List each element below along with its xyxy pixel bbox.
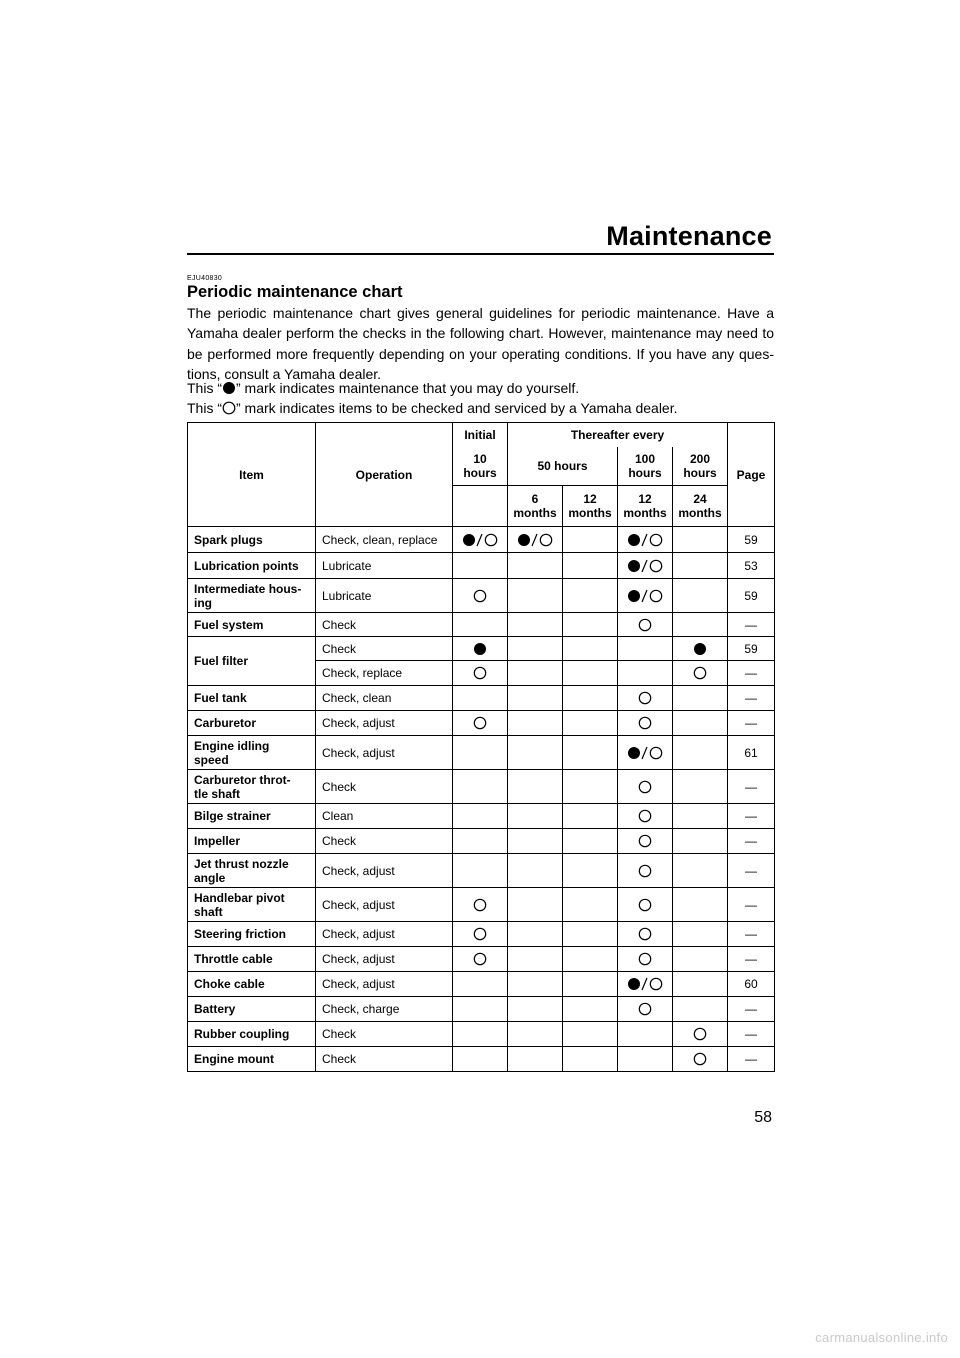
self-or-dealer-mark-icon — [517, 532, 553, 548]
page-number: 58 — [754, 1109, 772, 1126]
operation-cell: Check — [316, 613, 453, 637]
interval-cell — [508, 527, 563, 553]
dealer-service-mark-icon — [473, 951, 487, 967]
interval-cell — [453, 637, 508, 661]
item-cell: Lubrication points — [188, 553, 316, 579]
interval-cell — [563, 829, 618, 854]
dealer-service-mark-icon — [638, 1001, 652, 1017]
table-row — [188, 947, 775, 972]
interval-cell — [673, 736, 728, 770]
interval-cell — [508, 888, 563, 922]
interval-cell — [453, 972, 508, 997]
page-ref-cell: — — [728, 804, 775, 829]
self-or-dealer-mark-icon — [627, 976, 663, 992]
interval-cell — [453, 922, 508, 947]
item-cell: Handlebar pivot shaft — [188, 888, 316, 922]
interval-cell — [563, 922, 618, 947]
interval-cell — [673, 553, 728, 579]
dealer-service-mark-icon — [638, 926, 652, 942]
table-row — [188, 1022, 775, 1047]
interval-cell — [563, 613, 618, 637]
operation-cell: Check, adjust — [316, 888, 453, 922]
interval-cell — [563, 637, 618, 661]
interval-cell — [618, 888, 673, 922]
interval-cell — [673, 686, 728, 711]
table-row — [188, 527, 775, 553]
interval-cell — [508, 711, 563, 736]
interval-cell — [508, 579, 563, 613]
page-ref-cell: — — [728, 947, 775, 972]
item-cell: Spark plugs — [188, 527, 316, 553]
interval-cell — [508, 947, 563, 972]
interval-cell — [618, 711, 673, 736]
operation-cell: Check, adjust — [316, 922, 453, 947]
interval-cell — [453, 686, 508, 711]
self-or-dealer-mark-icon — [627, 745, 663, 761]
interval-cell — [563, 711, 618, 736]
dealer-service-mark-icon — [638, 833, 652, 849]
operation-cell: Check, charge — [316, 997, 453, 1022]
interval-cell — [453, 661, 508, 686]
interval-cell — [453, 997, 508, 1022]
interval-cell — [453, 711, 508, 736]
dealer-service-mark-icon — [638, 690, 652, 706]
interval-cell — [673, 579, 728, 613]
page-ref-cell: — — [728, 613, 775, 637]
dealer-service-mark-icon — [473, 897, 487, 913]
interval-cell — [453, 888, 508, 922]
header-6-months: 6 months — [508, 486, 563, 527]
page-ref-cell: — — [728, 1022, 775, 1047]
page-ref-cell: — — [728, 854, 775, 888]
interval-cell — [618, 829, 673, 854]
interval-cell — [508, 1047, 563, 1072]
interval-cell — [563, 661, 618, 686]
interval-cell — [618, 854, 673, 888]
item-cell: Impeller — [188, 829, 316, 854]
dealer-service-mark-icon — [473, 588, 487, 604]
interval-cell — [508, 972, 563, 997]
interval-cell — [563, 553, 618, 579]
interval-cell — [618, 553, 673, 579]
interval-cell — [618, 579, 673, 613]
interval-cell — [563, 527, 618, 553]
header-initial: Initial — [453, 423, 508, 447]
interval-cell — [673, 972, 728, 997]
page-ref-cell: 59 — [728, 637, 775, 661]
interval-cell — [618, 527, 673, 553]
page-ref-cell: — — [728, 1047, 775, 1072]
table-row — [188, 1047, 775, 1072]
operation-cell: Check, adjust — [316, 972, 453, 997]
table-row — [188, 770, 775, 804]
interval-cell — [618, 770, 673, 804]
header-10-hours: 10 hours — [453, 447, 508, 486]
interval-cell — [618, 637, 673, 661]
interval-cell — [618, 804, 673, 829]
interval-cell — [673, 829, 728, 854]
page-ref-cell: 53 — [728, 553, 775, 579]
header-200-hours: 200 hours — [673, 447, 728, 486]
operation-cell: Check, clean — [316, 686, 453, 711]
interval-cell — [618, 613, 673, 637]
table-row — [188, 736, 775, 770]
operation-cell: Check — [316, 637, 453, 661]
section-title: Periodic maintenance chart — [187, 283, 403, 301]
interval-cell — [673, 770, 728, 804]
interval-cell — [563, 854, 618, 888]
interval-cell — [453, 613, 508, 637]
page-ref-cell: — — [728, 711, 775, 736]
item-cell: Throttle cable — [188, 947, 316, 972]
item-cell: Fuel tank — [188, 686, 316, 711]
item-cell: Fuel filter — [188, 637, 316, 686]
operation-cell: Check — [316, 829, 453, 854]
interval-cell — [563, 736, 618, 770]
hollow-circle-icon — [222, 401, 236, 415]
interval-cell — [563, 997, 618, 1022]
header-12-months-2: 12 months — [618, 486, 673, 527]
item-cell: Choke cable — [188, 972, 316, 997]
header-rule — [187, 253, 774, 255]
operation-cell: Check, clean, replace — [316, 527, 453, 553]
dealer-service-mark-icon — [638, 715, 652, 731]
table-row — [188, 804, 775, 829]
item-cell: Carburetor — [188, 711, 316, 736]
item-cell: Engine mount — [188, 1047, 316, 1072]
operation-cell: Check, adjust — [316, 736, 453, 770]
table-row — [188, 888, 775, 922]
header-24-months: 24 months — [673, 486, 728, 527]
interval-cell — [563, 686, 618, 711]
item-cell: Bilge strainer — [188, 804, 316, 829]
interval-cell — [508, 637, 563, 661]
filled-circle-icon — [222, 381, 236, 395]
dealer-service-mark-icon — [693, 665, 707, 681]
operation-cell: Check — [316, 770, 453, 804]
interval-cell — [453, 527, 508, 553]
dealer-service-mark-icon — [638, 617, 652, 633]
operation-cell: Check, replace — [316, 661, 453, 686]
interval-cell — [673, 804, 728, 829]
legend-self-maintenance: This “ ” mark indicates maintenance that you may do yourself. — [187, 380, 580, 396]
dealer-service-mark-icon — [638, 897, 652, 913]
page-ref-cell: 59 — [728, 527, 775, 553]
interval-cell — [508, 736, 563, 770]
interval-cell — [673, 1047, 728, 1072]
interval-cell — [453, 829, 508, 854]
self-or-dealer-mark-icon — [627, 588, 663, 604]
watermark: carmanualsonline.info — [815, 1330, 948, 1345]
item-cell: Intermediate hous- ing — [188, 579, 316, 613]
header-operation: Operation — [316, 423, 453, 527]
interval-cell — [673, 711, 728, 736]
item-cell: Fuel system — [188, 613, 316, 637]
interval-cell — [508, 661, 563, 686]
section-code: EJU40830 — [187, 275, 223, 282]
interval-cell — [673, 613, 728, 637]
self-maintenance-mark-icon — [473, 641, 487, 657]
table-row — [188, 972, 775, 997]
interval-cell — [563, 888, 618, 922]
page-ref-cell: — — [728, 770, 775, 804]
operation-cell: Check, adjust — [316, 854, 453, 888]
table-row — [188, 711, 775, 736]
interval-cell — [453, 553, 508, 579]
interval-cell — [618, 1047, 673, 1072]
table-row — [188, 637, 775, 661]
operation-cell: Check — [316, 1047, 453, 1072]
intro-paragraph: The periodic maintenance chart gives general guidelines for periodic maintenance. Have a Yamaha dealer perform the checks in the following chart. However, maintenance may need to be performed more frequently depending on your operating conditions. If you have any ques-tions, consult a Yamaha dealer. — [187, 305, 774, 383]
page-ref-cell: — — [728, 997, 775, 1022]
operation-cell: Lubricate — [316, 579, 453, 613]
interval-cell — [508, 829, 563, 854]
operation-cell: Check, adjust — [316, 947, 453, 972]
self-or-dealer-mark-icon — [627, 558, 663, 574]
item-cell: Carburetor throt- tle shaft — [188, 770, 316, 804]
table-row — [188, 922, 775, 947]
table-row — [188, 579, 775, 613]
header-12-months: 12 months — [563, 486, 618, 527]
dealer-service-mark-icon — [693, 1051, 707, 1067]
interval-cell — [563, 804, 618, 829]
dealer-service-mark-icon — [473, 665, 487, 681]
interval-cell — [618, 1022, 673, 1047]
header-50-hours: 50 hours — [508, 447, 618, 486]
dealer-service-mark-icon — [693, 1026, 707, 1042]
header-page: Page — [728, 423, 775, 527]
item-cell: Battery — [188, 997, 316, 1022]
interval-cell — [673, 997, 728, 1022]
interval-cell — [508, 613, 563, 637]
interval-cell — [508, 553, 563, 579]
operation-cell: Check — [316, 1022, 453, 1047]
page-ref-cell: — — [728, 922, 775, 947]
interval-cell — [563, 1047, 618, 1072]
page-ref-cell: — — [728, 829, 775, 854]
self-or-dealer-mark-icon — [462, 532, 498, 548]
interval-cell — [508, 922, 563, 947]
item-cell: Rubber coupling — [188, 1022, 316, 1047]
interval-cell — [508, 686, 563, 711]
dealer-service-mark-icon — [473, 926, 487, 942]
interval-cell — [453, 1022, 508, 1047]
dealer-service-mark-icon — [638, 808, 652, 824]
interval-cell — [508, 854, 563, 888]
table-row — [188, 829, 775, 854]
interval-cell — [673, 1022, 728, 1047]
operation-cell: Check, adjust — [316, 711, 453, 736]
interval-cell — [563, 579, 618, 613]
dealer-service-mark-icon — [638, 951, 652, 967]
interval-cell — [563, 770, 618, 804]
operation-cell: Clean — [316, 804, 453, 829]
interval-cell — [453, 736, 508, 770]
table-row — [188, 854, 775, 888]
interval-cell — [618, 661, 673, 686]
interval-cell — [618, 922, 673, 947]
dealer-service-mark-icon — [638, 779, 652, 795]
interval-cell — [453, 1047, 508, 1072]
interval-cell — [508, 770, 563, 804]
header-blank — [453, 486, 508, 527]
interval-cell — [673, 888, 728, 922]
page-ref-cell: — — [728, 888, 775, 922]
interval-cell — [453, 854, 508, 888]
interval-cell — [563, 972, 618, 997]
page-ref-cell: — — [728, 661, 775, 686]
header-thereafter: Thereafter every — [508, 423, 728, 447]
page-ref-cell: — — [728, 686, 775, 711]
dealer-service-mark-icon — [638, 863, 652, 879]
table-row — [188, 553, 775, 579]
maintenance-chart-table — [187, 422, 775, 1072]
interval-cell — [673, 947, 728, 972]
interval-cell — [673, 661, 728, 686]
interval-cell — [673, 854, 728, 888]
header-100-hours: 100 hours — [618, 447, 673, 486]
interval-cell — [453, 804, 508, 829]
interval-cell — [508, 804, 563, 829]
interval-cell — [453, 770, 508, 804]
operation-cell: Lubricate — [316, 553, 453, 579]
page-ref-cell: 61 — [728, 736, 775, 770]
dealer-service-mark-icon — [473, 715, 487, 731]
self-or-dealer-mark-icon — [627, 532, 663, 548]
page-ref-cell: 59 — [728, 579, 775, 613]
table-row — [188, 613, 775, 637]
interval-cell — [508, 1022, 563, 1047]
interval-cell — [673, 527, 728, 553]
interval-cell — [563, 1022, 618, 1047]
page-header-title: Maintenance — [606, 221, 772, 251]
table-row — [188, 686, 775, 711]
interval-cell — [618, 972, 673, 997]
item-cell: Jet thrust nozzle angle — [188, 854, 316, 888]
interval-cell — [618, 736, 673, 770]
interval-cell — [618, 686, 673, 711]
interval-cell — [563, 947, 618, 972]
interval-cell — [673, 922, 728, 947]
table-row — [188, 997, 775, 1022]
page-ref-cell: 60 — [728, 972, 775, 997]
interval-cell — [673, 637, 728, 661]
interval-cell — [618, 947, 673, 972]
self-maintenance-mark-icon — [693, 641, 707, 657]
legend-dealer-service: This “ ” mark indicates items to be checked and serviced by a Yamaha dealer. — [187, 400, 678, 416]
interval-cell — [618, 997, 673, 1022]
item-cell: Steering friction — [188, 922, 316, 947]
header-item: Item — [188, 423, 316, 527]
item-cell: Engine idling speed — [188, 736, 316, 770]
interval-cell — [508, 997, 563, 1022]
interval-cell — [453, 947, 508, 972]
interval-cell — [453, 579, 508, 613]
